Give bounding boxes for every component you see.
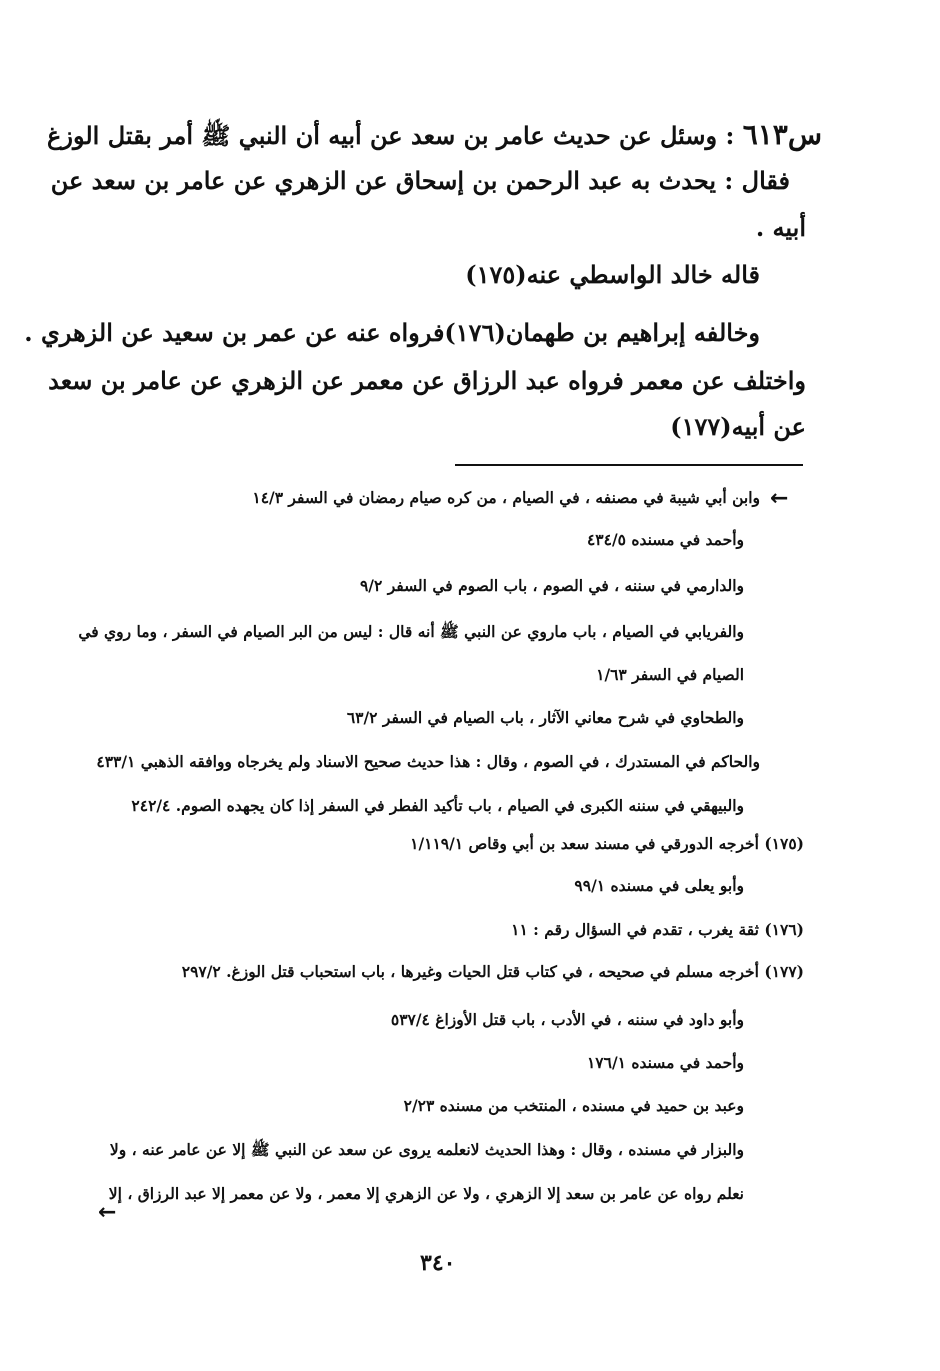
continued-arrow-icon: ← [770,486,789,511]
page-number: ٣٤٠ [420,1250,456,1276]
main-line-5: وخالفه إبراهيم بن طهمان(١٧٦)فرواه عنه عن عمر بن سعيد عن الزهري . [24,318,760,347]
footnote-line: والحاكم في المستدرك ، في الصوم ، وقال : هذا حديث صحيح الاسناد ولم يخرجاه ووافقه الذهبي ٤٣٣/١ [96,752,760,771]
footnote-175: (١٧٥) أخرجه الدورقي في مسند سعد بن أبي وقاص ١/١١٩/١ [410,834,804,853]
main-line-6: واختلف عن معمر فرواه عبد الرزاق عن معمر عن الزهري عن عامر بن سعد [48,366,806,395]
question-line [47,118,822,156]
footnote-line: نعلم رواه عن عامر بن سعد إلا الزهري ، ولا عن الزهري إلا معمر ، ولا عن معمر إلا عبد الرزاق ، إلا [108,1184,744,1203]
footnote-line: الصيام في السفر ١/٦٣ [596,665,744,684]
footnote-line: وأبو داود في سننه ، في الأدب ، باب قتل الأوزاغ ٥٣٧/٤ [390,1010,744,1029]
main-line-1: : وسئل عن حديث عامر بن سعد عن أبيه أن النبي ﷺ أمر بقتل الوزغ [47,121,735,150]
footnote-line: والبزار في مسنده ، وقال : وهذا الحديث لانعلمه يروى عن سعد عن النبي ﷺ إلا عن عامر عنه ، ولا [109,1140,744,1159]
footnote-176: (١٧٦) ثقة يغرب ، تقدم في السؤال رقم : ١١ [511,920,804,939]
footnote-separator [455,464,803,466]
footnote-line: والطحاوي في شرح معاني الآثار ، باب الصيام في السفر ٦٣/٢ [346,708,744,727]
question-number: س٦١٣ [742,118,822,151]
main-line-7: عن أبيه(١٧٧) [670,412,806,441]
main-line-4: قاله خالد الواسطي عنه(١٧٥) [465,260,760,289]
continued-arrow-icon: ← [98,1200,117,1225]
footnote-line: والبيهقي في سننه الكبرى في الصيام ، باب تأكيد الفطر في السفر إذا كان يجهده الصوم. ٢٤٢/٤ [131,796,744,815]
footnote-line: وابن أبي شيبة في مصنفه ، في الصيام ، من كره صيام رمضان في السفر ١٤/٣ [252,488,760,507]
main-line-2: فقال : يحدث به عبد الرحمن بن إسحاق عن الزهري عن عامر بن سعد عن [50,166,790,195]
footnote-line: والدارمي في سننه ، في الصوم ، باب الصوم في السفر ٩/٢ [359,576,744,595]
footnote-line: وعبد بن حميد في مسنده ، المنتخب من مسنده ٢/٢٣ [403,1096,744,1115]
footnote-line: وأحمد في مسنده ٤٣٤/٥ [586,530,744,549]
footnote-177: (١٧٧) أخرجه مسلم في صحيحه ، في كتاب قتل الحيات وغيرها ، باب استحباب قتل الوزغ. ٢٩٧/٢ [181,962,804,981]
footnote-line: وأحمد في مسنده ١٧٦/١ [586,1053,744,1072]
main-line-3: أبيه . [755,213,806,242]
footnote-line: والفريابي في الصيام ، باب ماروي عن النبي ﷺ أنه قال : ليس من البر الصيام في السفر ، وما روي في [78,622,744,641]
footnote-line: وأبو يعلى في مسنده ٩٩/١ [574,876,744,895]
